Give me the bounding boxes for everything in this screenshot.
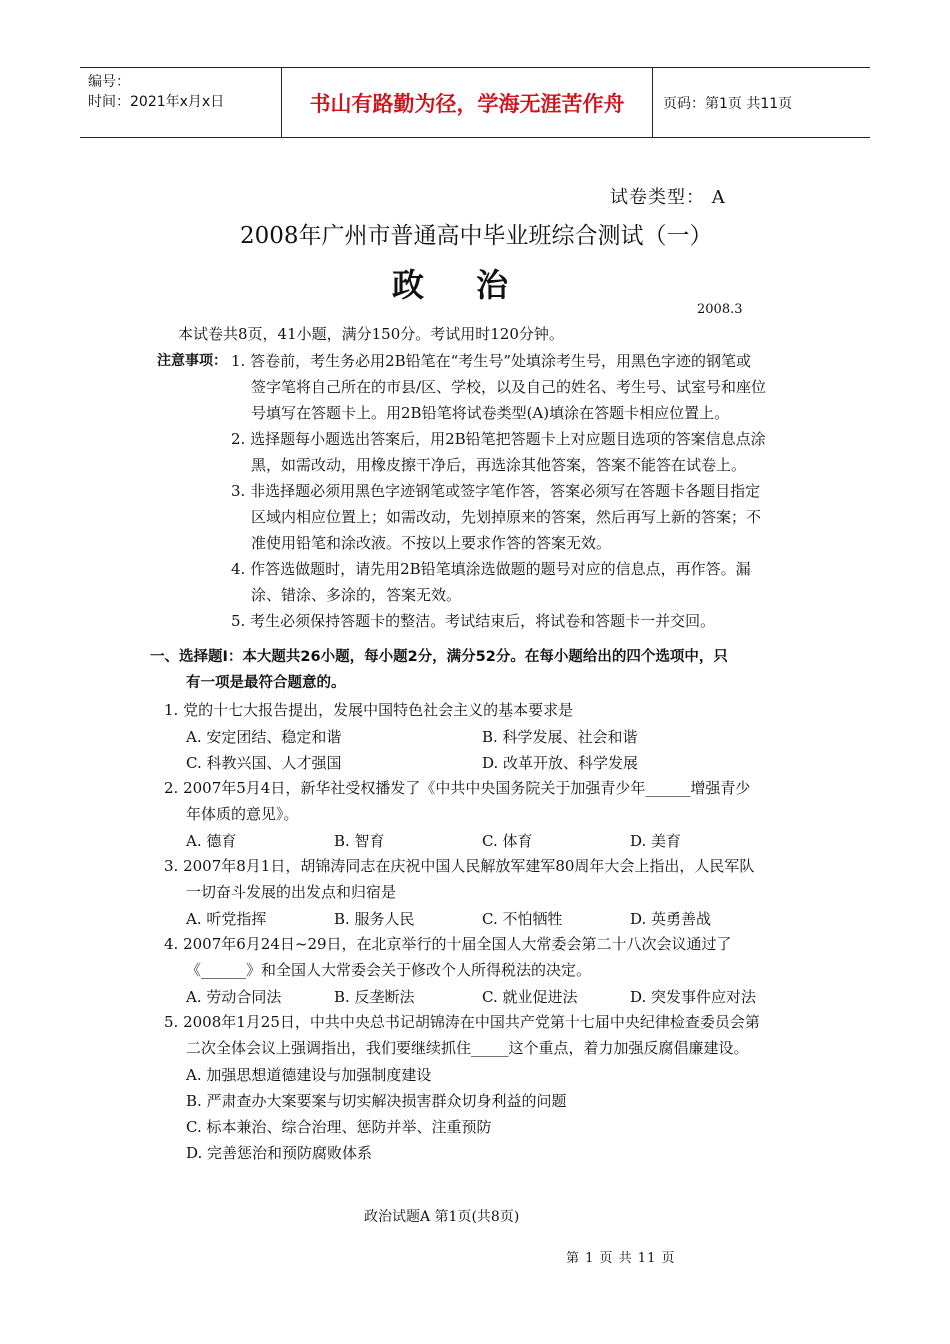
option-b: B. 科学发展、社会和谐 (482, 728, 638, 746)
option-c: C. 就业促进法 (482, 988, 578, 1006)
question-stem: 3. 2007年8月1日，胡锦涛同志在庆祝中国人民解放军建军80周年大会上指出，人民军队 (164, 857, 755, 875)
note-line: 5. 考生必须保持答题卡的整洁。考试结束后，将试卷和答题卡一并交回。 (231, 612, 716, 630)
note-line: 1. 答卷前，考生务必用2B铅笔在“考生号”处填涂考生号，用黑色字迹的钢笔或 (231, 352, 751, 370)
note-line: 2. 选择题每小题选出答案后，用2B铅笔把答题卡上对应题目选项的答案信息点涂 (231, 430, 766, 448)
subject-title: 政治 (392, 266, 561, 304)
header-motto: 书山有路勤为径，学海无涯苦作舟 (282, 68, 653, 137)
note-line: 号填写在答题卡上。用2B铅笔将试卷类型(A)填涂在答题卡相应位置上。 (251, 404, 730, 422)
note-line: 准使用铅笔和涂改液。不按以上要求作答的答案无效。 (251, 534, 612, 552)
header-page-label: 页码：第1页 共11页 (663, 95, 793, 112)
option-a: A. 劳动合同法 (186, 988, 282, 1006)
note-line: 区域内相应位置上；如需改动，先划掉原来的答案，然后再写上新的答案；不 (251, 508, 762, 526)
question-stem: 4. 2007年6月24日~29日，在北京举行的十届全国人大常委会第二十八次会议通过了 (164, 935, 732, 953)
option-d: D. 英勇善战 (630, 910, 712, 928)
question-stem: 2. 2007年5月4日，新华社受权播发了《中共中央国务院关于加强青少年______增强青少 (164, 779, 751, 797)
option-b: B. 严肃查办大案要案与切实解决损害群众切身利益的问题 (186, 1092, 567, 1110)
option-d: D. 突发事件应对法 (630, 988, 757, 1006)
option-c: C. 体育 (482, 832, 533, 850)
note-line: 4. 作答选做题时，请先用2B铅笔填涂选做题的题号对应的信息点，再作答。漏 (231, 560, 751, 578)
note-line: 3. 非选择题必须用黑色字迹钢笔或签字笔作答，答案必须写在答题卡各题目指定 (231, 482, 761, 500)
header-meta (80, 68, 282, 137)
section-heading: 一、选择题Ⅰ：本大题共26小题，每小题2分，满分52分。在每小题给出的四个选项中，只 (150, 649, 728, 665)
question-stem: 1. 党的十七大报告提出，发展中国特色社会主义的基本要求是 (164, 701, 574, 719)
option-d: D. 完善惩治和预防腐败体系 (186, 1144, 373, 1162)
exam-title: 2008年广州市普通高中毕业班综合测试（一） (240, 223, 713, 249)
section-heading-cont: 有一项是最符合题意的。 (186, 675, 346, 691)
option-d: D. 改革开放、科学发展 (482, 754, 639, 772)
option-b: B. 服务人民 (334, 910, 415, 928)
code-label: 编号： (88, 74, 130, 90)
question-stem-cont: 年体质的意见》。 (186, 805, 299, 823)
intro-text: 本试卷共8页，41小题，满分150分。考试用时120分钟。 (178, 325, 564, 343)
option-c: C. 科教兴国、人才强国 (186, 754, 342, 772)
option-d: D. 美育 (630, 832, 682, 850)
option-a: A. 德育 (186, 832, 237, 850)
option-c: C. 不怕牺牲 (482, 910, 563, 928)
note-line: 签字笔将自己所在的市县/区、学校，以及自己的姓名、考生号、试室号和座位 (251, 378, 767, 396)
option-c: C. 标本兼治、综合治理、惩防并举、注重预防 (186, 1118, 492, 1136)
time-label: 时间：2021年x月x日 (88, 94, 225, 110)
page-number: 第 1 页 共 11 页 (566, 1251, 676, 1266)
option-b: B. 智育 (334, 832, 385, 850)
exam-date: 2008.3 (697, 302, 743, 317)
option-a: A. 听党指挥 (186, 910, 267, 928)
question-stem-cont: 《______》和全国人大常委会关于修改个人所得税法的决定。 (186, 961, 592, 979)
question-stem: 5. 2008年1月25日，中共中央总书记胡锦涛在中国共产党第十七届中央纪律检查委员会第 (164, 1013, 760, 1031)
option-a: A. 加强思想道德建设与加强制度建设 (186, 1066, 432, 1084)
exam-footer: 政治试题A 第1页(共8页) (364, 1209, 520, 1225)
question-stem-cont: 一切奋斗发展的出发点和归宿是 (186, 883, 397, 901)
option-a: A. 安定团结、稳定和谐 (186, 728, 342, 746)
note-line: 黑，如需改动，用橡皮擦干净后，再选涂其他答案，答案不能答在试卷上。 (251, 456, 747, 474)
option-b: B. 反垄断法 (334, 988, 415, 1006)
note-line: 涂、错涂、多涂的，答案无效。 (251, 586, 462, 604)
question-stem-cont: 二次全体会议上强调指出，我们要继续抓住_____这个重点，着力加强反腐倡廉建设。 (186, 1039, 749, 1057)
paper-type: 试卷类型： A (610, 187, 726, 208)
notes-label: 注意事项： (157, 353, 227, 369)
document-header (80, 67, 870, 138)
